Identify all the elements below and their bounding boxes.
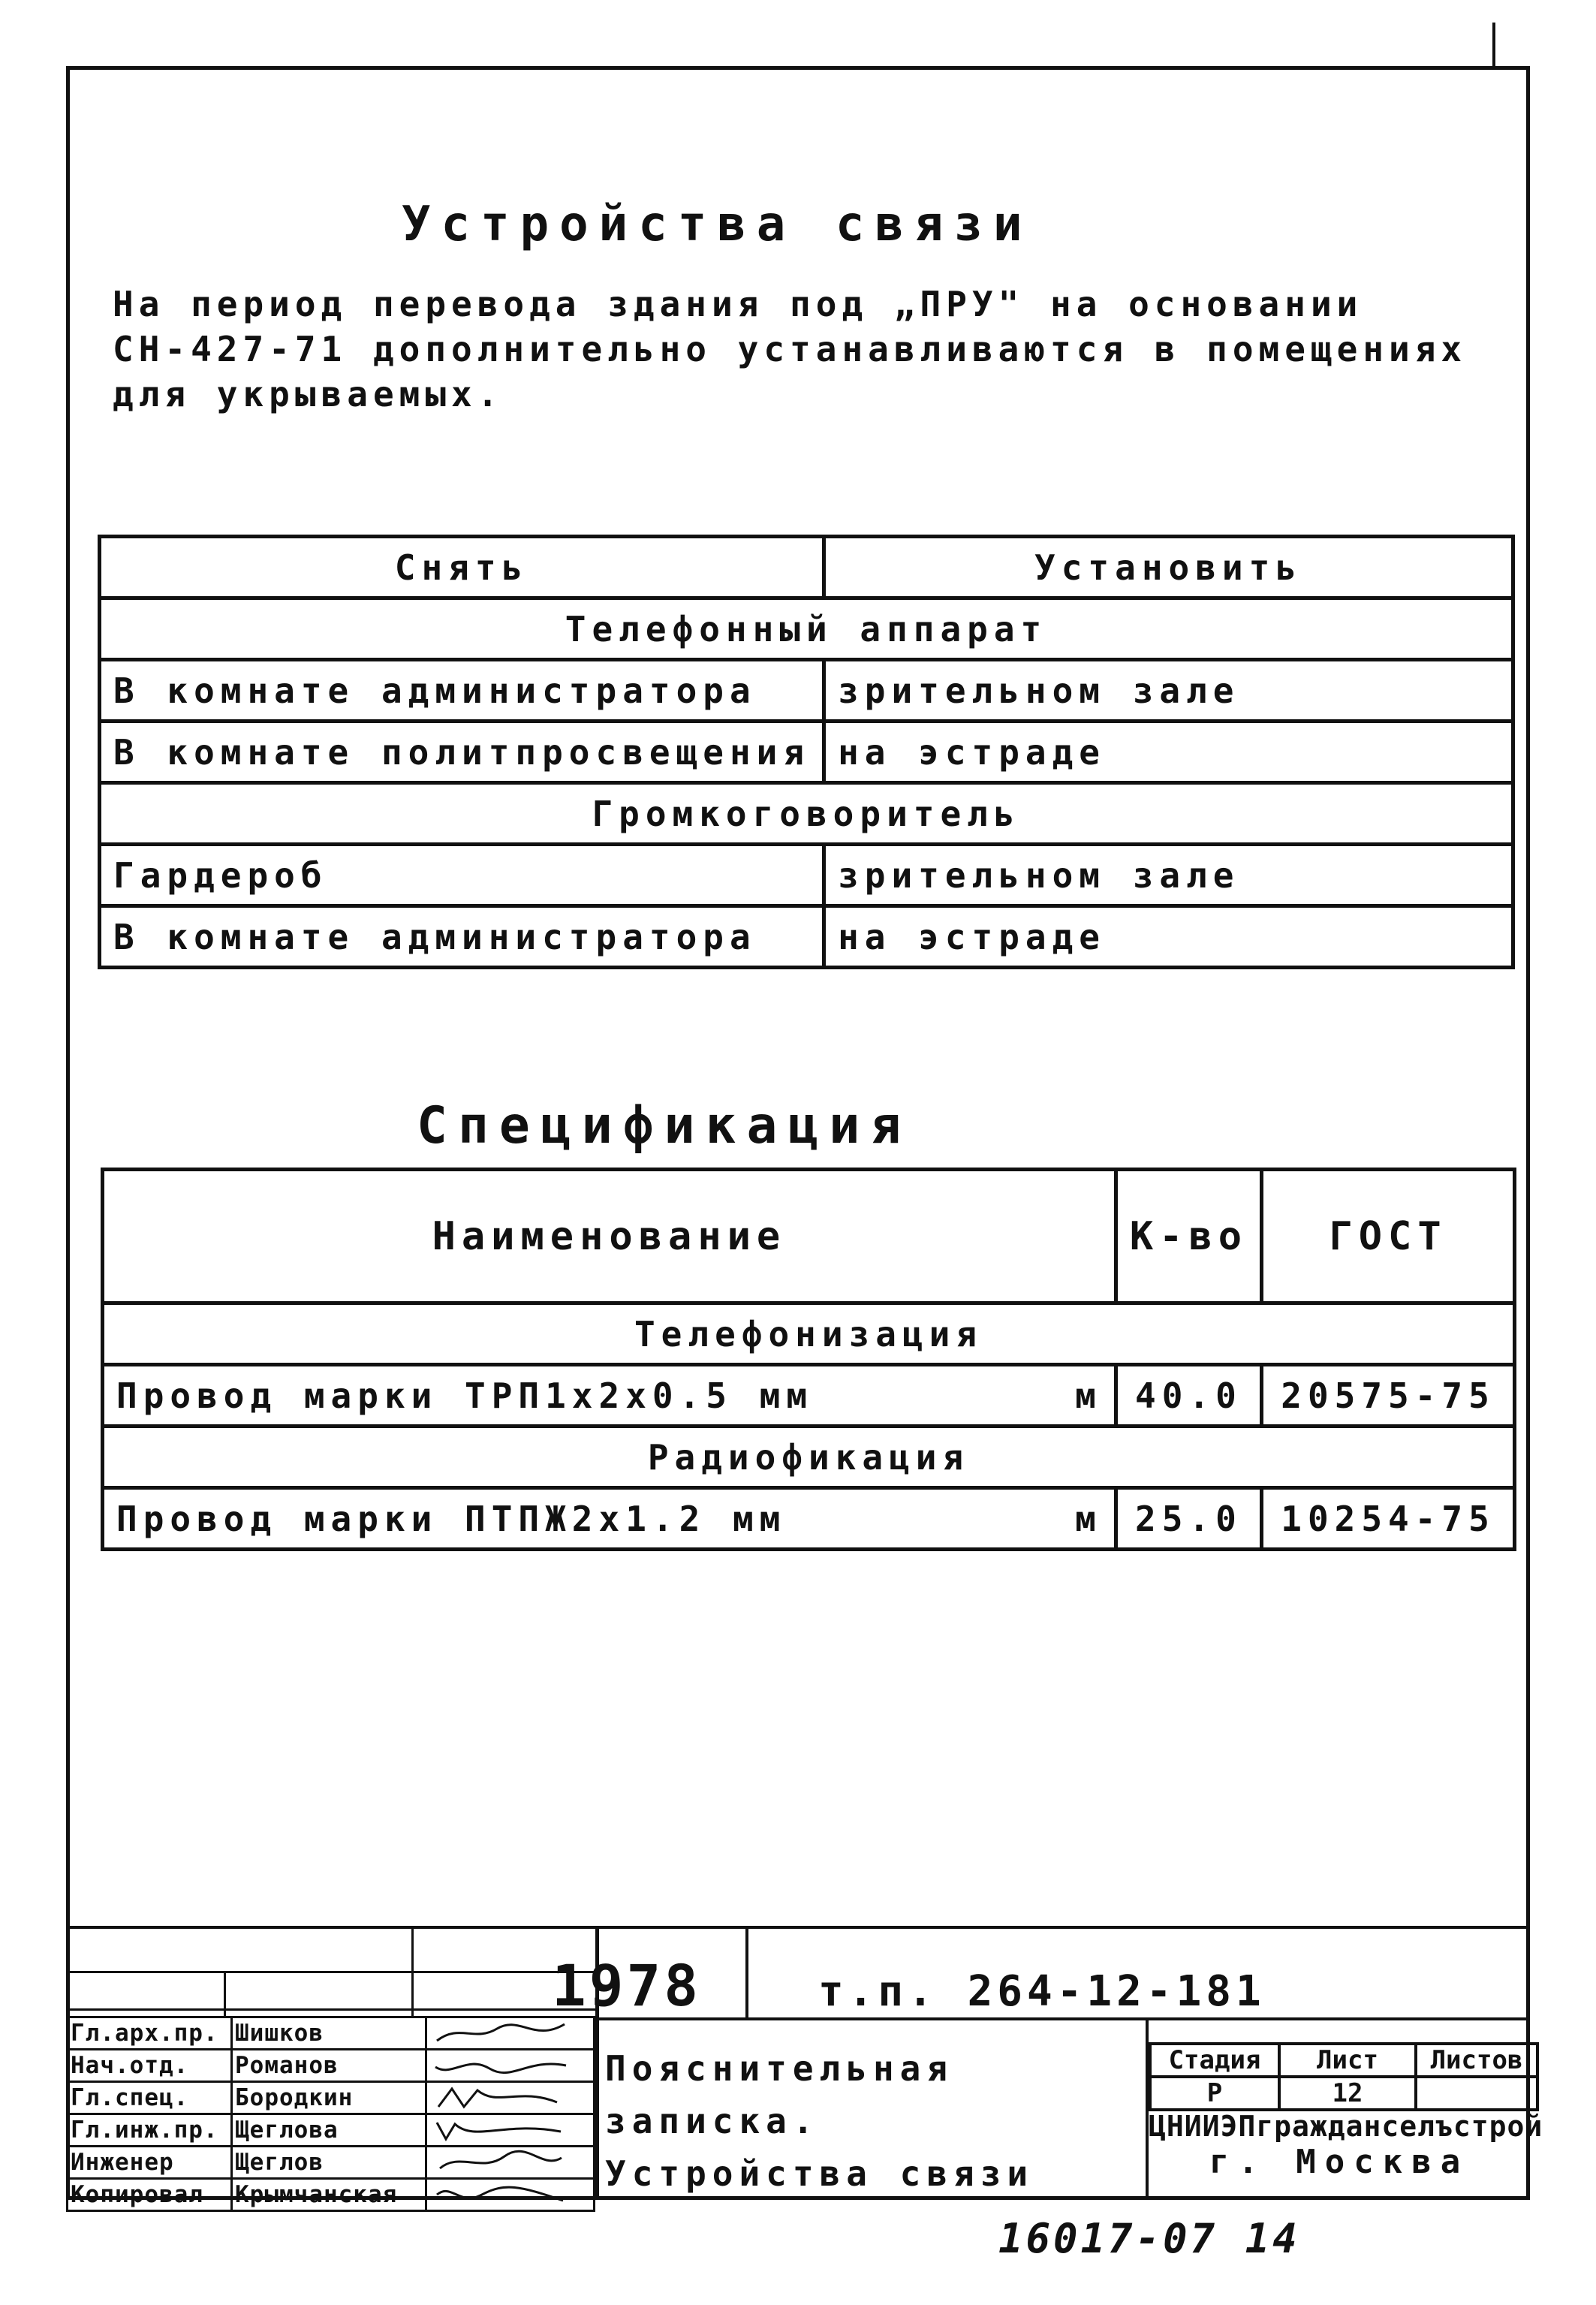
header-name: Наименование [103,1170,1116,1303]
role-label: Инженер [68,2147,232,2179]
group-row [100,783,1513,845]
group-row [100,598,1513,660]
caption-line: записка. [605,2101,820,2141]
cell-remove: В комнате политпросвещения [100,722,824,783]
section-telephony: Телефонизация [103,1303,1515,1365]
stage-sheet-table [1149,2042,1539,2111]
organization-city: г. Москва [1209,2143,1470,2181]
cell-remove: В комнате администратора [100,906,824,968]
cell-item [103,1365,1116,1427]
role-label: Гл.арх.пр. [68,2017,232,2050]
sheet-value: 12 [1279,2077,1416,2110]
header-gost: ГОСТ [1262,1170,1515,1303]
table-row [103,1365,1515,1427]
header-qty: К-во [1116,1170,1261,1303]
cell-install: на эстраде [824,906,1513,968]
intro-paragraph: На период перевода здания под „ПРУ" на основании СН-427-71 дополнительно устанавливаются в помещениях для укрываемых. [113,284,1468,414]
signature-table [66,2016,595,2212]
item-unit: м [1075,1375,1102,1416]
item-name: Провод марки ТРП1х2х0.5 мм [116,1375,814,1416]
section-row [103,1303,1515,1365]
cell-remove: Гардероб [100,845,824,906]
sheet-label: Лист [1279,2044,1416,2077]
cell-gost: 10254-75 [1262,1488,1515,1550]
table-row [103,1488,1515,1550]
organization [1149,2110,1543,2181]
role-label: Гл.спец. [68,2082,232,2114]
signature [426,2017,595,2050]
signature [426,2050,595,2082]
signature-row [68,2147,595,2179]
person-name: Романов [232,2050,426,2082]
cell-remove: В комнате администратора [100,660,824,722]
header-remove: Снять [100,537,824,598]
section-title: Устройства связи [402,197,1033,252]
signature [426,2082,595,2114]
role-label: Копировал [68,2179,232,2211]
group-loudspeaker: Громкоговоритель [100,783,1513,845]
cell-gost: 20575-75 [1262,1365,1515,1427]
signature-row [68,2050,595,2082]
section-row [103,1427,1515,1488]
signature-row [68,2179,595,2211]
role-label: Нач.отд. [68,2050,232,2082]
table-row [100,906,1513,968]
table-row [100,845,1513,906]
document-caption [605,2042,1034,2200]
organization-name: ЦНИИЭПгражданселъстрой [1149,2110,1543,2143]
cell-install: зрительном зале [824,660,1513,722]
signature-row [68,2114,595,2147]
cell-qty: 40.0 [1116,1365,1261,1427]
signature [426,2114,595,2147]
item-unit: м [1075,1498,1102,1539]
item-name: Провод марки ПТПЖ2х1.2 мм [116,1498,787,1539]
table-row [100,660,1513,722]
table-row [100,722,1513,783]
sheet-edge-mark [1492,23,1495,69]
signature-row [68,2017,595,2050]
spec-title: Спецификация [417,1096,912,1156]
cell-install: на эстраде [824,722,1513,783]
specification-table [101,1168,1516,1551]
table-header-row [103,1170,1515,1303]
caption-line: Устройства связи [605,2153,1034,2194]
stage-label: Стадия [1150,2044,1279,2077]
table-header-row [100,537,1513,598]
sheets-value [1416,2077,1537,2110]
caption-line: Пояснительная [605,2048,954,2089]
year: 1978 [552,1952,702,2019]
equipment-swap-table [98,535,1515,969]
person-name: Шишков [232,2017,426,2050]
sheets-label: Листов [1416,2044,1537,2077]
section-radio: Радиофикация [103,1427,1515,1488]
signature [426,2179,595,2211]
cell-qty: 25.0 [1116,1488,1261,1550]
signature-row [68,2082,595,2114]
header-install: Установить [824,537,1513,598]
project-code: т.п. 264-12-181 [818,1967,1266,2016]
group-telephone: Телефонный аппарат [100,598,1513,660]
stage-value: Р [1150,2077,1279,2110]
table-header-row [1150,2044,1537,2077]
table-row [1150,2077,1537,2110]
signature [426,2147,595,2179]
cell-item [103,1488,1116,1550]
person-name: Крымчанская [232,2179,426,2211]
person-name: Щеглов [232,2147,426,2179]
inventory-number: 16017-07 14 [998,2215,1300,2262]
role-label: Гл.инж.пр. [68,2114,232,2147]
cell-install: зрительном зале [824,845,1513,906]
person-name: Щеглова [232,2114,426,2147]
person-name: Бородкин [232,2082,426,2114]
